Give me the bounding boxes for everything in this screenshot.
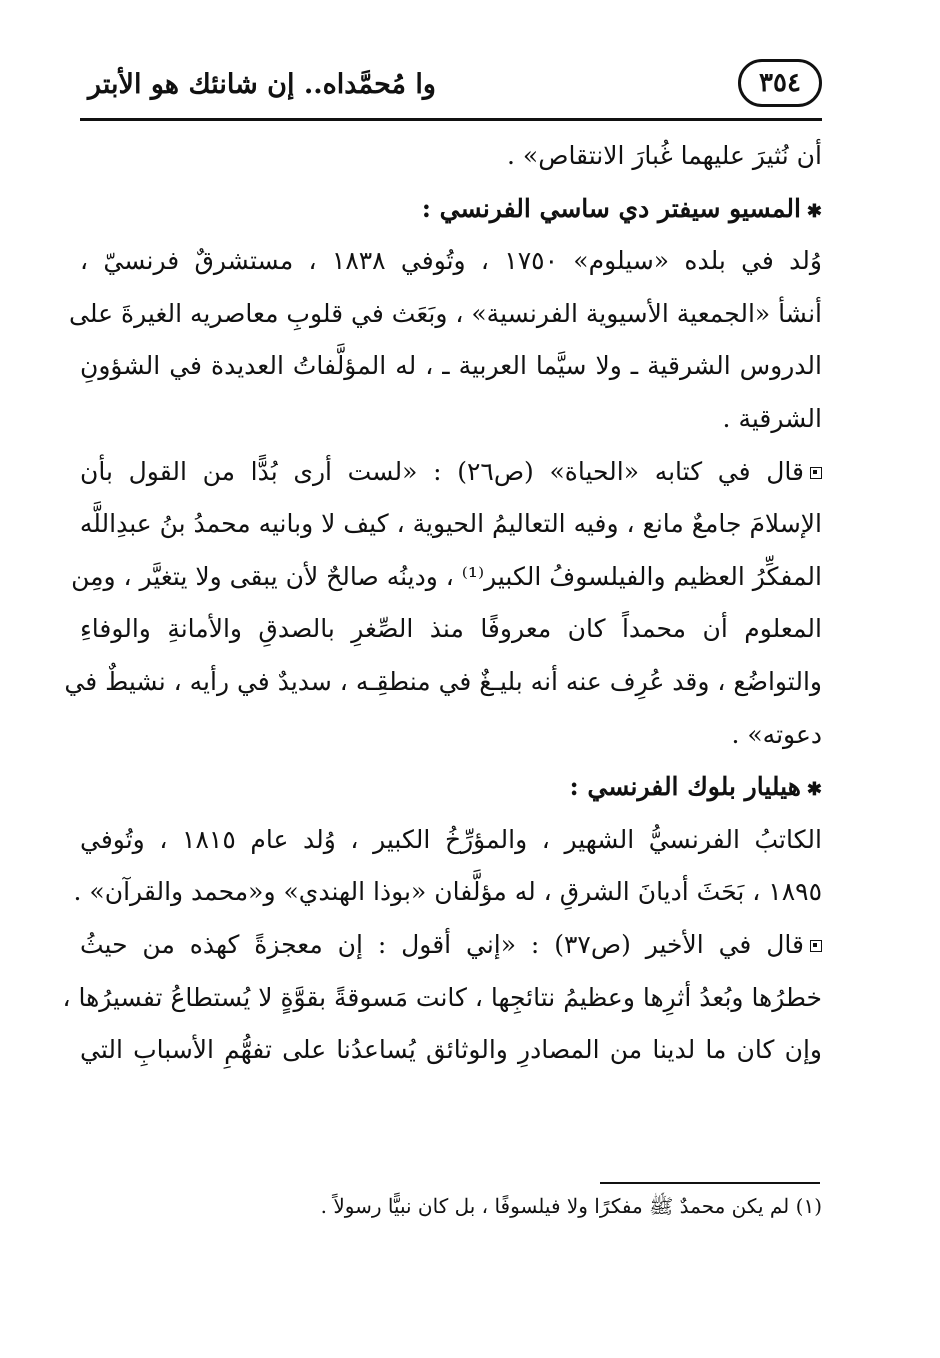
text-line (64, 656, 822, 709)
line-text: قال في كتابه «الحياة» (ص٢٦) : «لست أرى بُدًّا من القول بأن (80, 456, 804, 486)
text-line (80, 130, 822, 183)
text-line (80, 603, 822, 656)
line-text: أنشأ «الجمعية الأسيوية الفرنسية» ، وبَعَث في قلوبِ معاصريه الغيرةَ على (69, 298, 822, 328)
page-number-frame (738, 59, 822, 107)
line-text: والتواضُع ، وقد عُرِف عنه أنه بليـغٌ في منطقِـه ، سديدٌ في رأيه ، نشيطٌ في (64, 666, 822, 696)
line-text: قال في الأخير (ص٣٧) : «إني أقول : إن معجزةً كهذه من حيثُ (80, 929, 804, 959)
text-line (80, 814, 822, 867)
text-line (80, 498, 822, 551)
text-line (80, 235, 822, 288)
line-text: الشرقية . (722, 403, 822, 433)
text-line (80, 393, 822, 446)
line-text: هيليار بلوك الفرنسي : (569, 772, 801, 802)
line-text: الدروس الشرقية ـ ولا سيَّما العربية ـ ، له المؤلَّفاتُ العديدة في الشؤونِ (80, 351, 822, 381)
text-line (80, 446, 822, 499)
line-text: خطرُها وبُعدُ أثرِها وعظيمُ نتائجِها ، كانت مَسوقةً بقوَّةٍ لا يُستطاعُ تفسيرُها ، (62, 982, 822, 1012)
text-line (73, 866, 822, 919)
text-line (80, 340, 822, 393)
line-text: وُلد في بلده «سيلوم» ١٧٥٠ ، وتُوفي ١٨٣٨ ، مستشرقٌ فرنسيّ ، (80, 246, 822, 276)
quote-box-icon (810, 940, 822, 952)
line-text: ١٨٩٥ ، بَحَثَ أديانَ الشرقِ ، له مؤلَّفان «بوذا الهندي» و«محمد والقرآن» . (73, 877, 822, 907)
footnote: (١) لم يكن محمدٌ ﷺ مفكرًا ولا فيلسوفًا ، بل كان نبيًّا رسولاً . (320, 1194, 822, 1218)
line-text: أن نُثيرَ عليهما غُبارَ الانتقاص» . (507, 141, 822, 170)
running-title: وا مُحمَّداه.. إن شانئك هو الأبتر (88, 69, 436, 100)
text-line (80, 709, 822, 762)
line-text: المسيو سيفتر دي ساسي الفرنسي : (421, 193, 801, 223)
header-rule (80, 118, 822, 121)
line-text: وإن كان ما لدينا من المصادرِ والوثائق يُساعدُنا على تفهُّمِ الأسبابِ التي (80, 1035, 822, 1065)
footnote-rule (600, 1182, 820, 1184)
body-text (62, 130, 822, 1077)
section-heading (80, 761, 822, 814)
section-heading (80, 183, 822, 236)
line-text: المفكِّرُ العظيم والفيلسوفُ الكبير⁽¹⁾ ، ودينُه صالحٌ لأن يبقى ولا يتغيَّر ، ومِن (71, 561, 822, 591)
asterisk-icon: ✱ (806, 200, 822, 222)
text-line (69, 288, 822, 341)
line-text: الكاتبُ الفرنسيُّ الشهير ، والمؤرِّخُ الكبير ، وُلد عام ١٨١٥ ، وتُوفي (80, 824, 822, 854)
text-line (71, 551, 822, 604)
text-line (80, 1024, 822, 1077)
line-text: المعلوم أن محمداً كان معروفًا منذ الصِّغرِ بالصدقِ والأمانةِ والوفاءِ (80, 614, 822, 644)
page-header (80, 55, 822, 115)
line-text: دعوته» . (731, 719, 822, 749)
quote-box-icon (810, 467, 822, 479)
text-line (62, 972, 822, 1025)
page-number: ٣٥٤ (759, 68, 801, 98)
line-text: الإسلامَ جامعٌ مانع ، وفيه التعاليمُ الحيوية ، كيف لا وبانيه محمدُ بنُ عبدِاللَّه (79, 509, 822, 539)
text-line (80, 919, 822, 972)
asterisk-icon: ✱ (806, 779, 822, 801)
